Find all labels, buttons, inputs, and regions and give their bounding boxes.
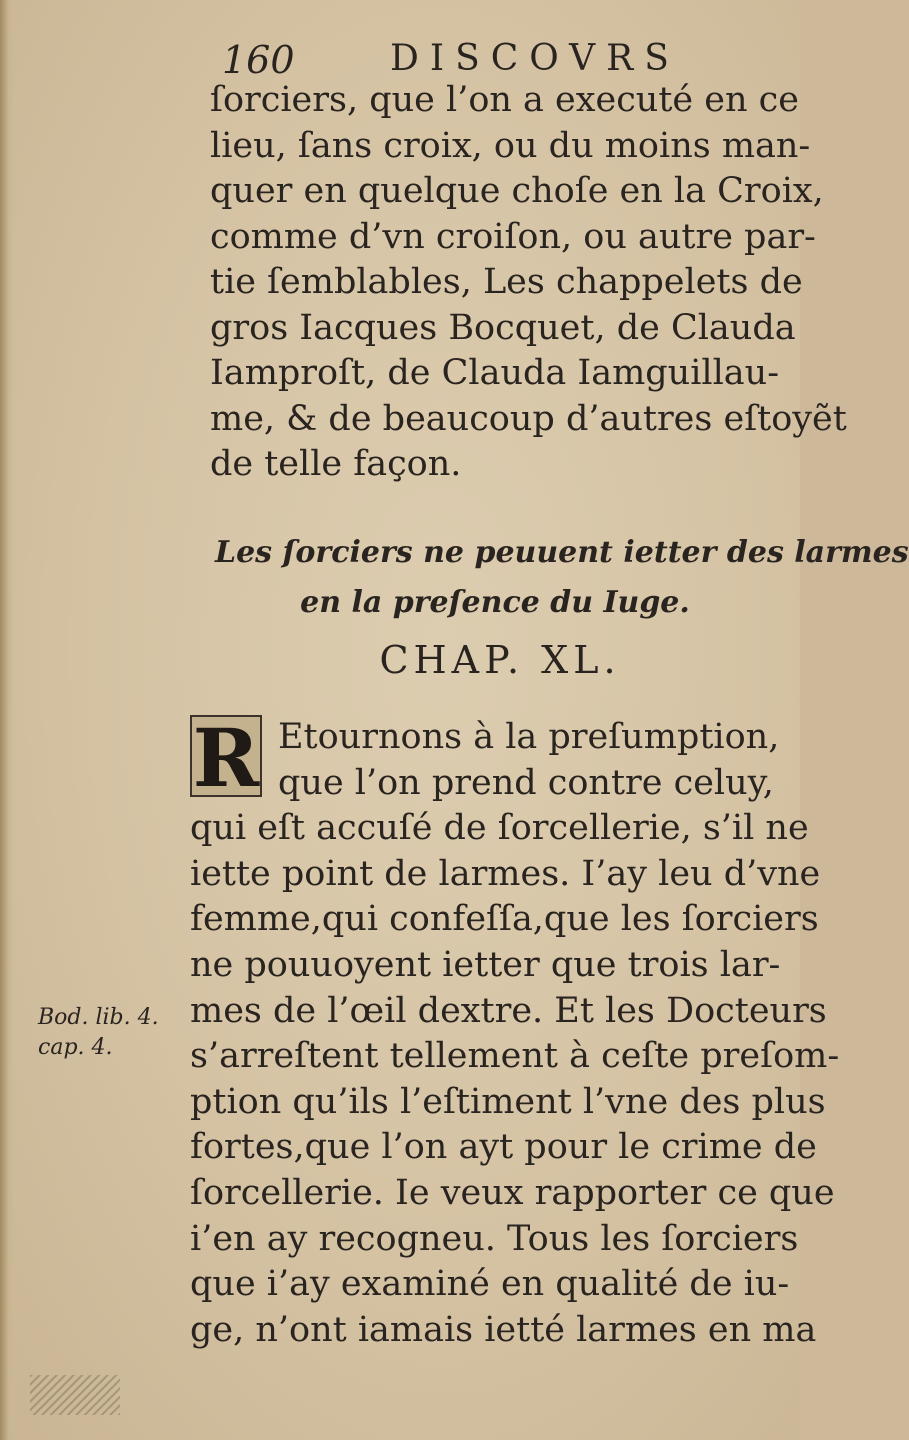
text-line: iette point de larmes. I’ay leu d’vne — [190, 853, 821, 894]
text-line: Iamproſt, de Clauda Iamguillau- — [210, 353, 780, 393]
text-line: ſorciers, que l’on a executé en ce — [210, 80, 799, 120]
text-line: quer en quelque choſe en la Croix, — [210, 171, 824, 211]
margin-note-line: cap. 4. — [38, 1035, 113, 1060]
chapter-title-line: Les ſorciers ne peuuent ietter des larmes — [215, 535, 909, 570]
text-line: ption qu’ils l’eſtiment l’vne des plus — [190, 1081, 826, 1122]
text-line: femme,qui confeſſa,que les ſorciers — [190, 899, 819, 940]
text-line: Etournons à la preſumption, — [278, 717, 780, 757]
ink-smudge — [30, 1375, 120, 1415]
text-line: comme d’vn croiſon, ou autre par- — [210, 216, 816, 257]
text-line: i’en ay recogneu. Tous les ſorciers — [190, 1218, 799, 1259]
text-line: tie ſemblables, Les chappelets de — [210, 262, 803, 302]
margin-note-line: Bod. lib. 4. — [38, 1005, 159, 1030]
chapter-title-line: en la preſence du Iuge. — [300, 585, 690, 620]
text-line: que i’ay examiné en qualité de iu- — [190, 1264, 790, 1305]
page-binding-edge — [0, 0, 14, 1440]
text-line: lieu, ſans croix, ou du moins man- — [210, 125, 811, 166]
text-line: fortes,que l’on ayt pour le crime de — [190, 1127, 817, 1168]
chapter-paragraph — [190, 715, 840, 1353]
text-line: mes de l’œil dextre. Et les Docteurs — [190, 990, 827, 1031]
text-line: ne pouuoyent ietter que trois lar- — [190, 944, 781, 985]
drop-cap: R — [190, 715, 262, 797]
page-number: 160 — [222, 38, 295, 82]
text-line: me, & de beaucoup d’autres eſtoyẽt — [210, 398, 847, 439]
chapter-heading: CHAP. XL. — [379, 638, 621, 682]
text-line: qui eſt accuſé de ſorcellerie, s’il ne — [190, 808, 809, 849]
running-head: DISCOVRS — [390, 38, 680, 79]
text-line: s’arreſtent tellement à ceſte preſom- — [190, 1036, 840, 1077]
text-line: ge, n’ont iamais ietté larmes en ma — [190, 1309, 817, 1350]
text-line: que l’on prend contre celuy, — [278, 762, 774, 803]
text-line: de telle façon. — [210, 444, 462, 484]
text-line: ſorcellerie. Ie veux rapporter ce que — [190, 1172, 835, 1213]
body-paragraph — [210, 78, 847, 488]
chapter-title — [215, 528, 909, 628]
text-line: gros Iacques Bocquet, de Clauda — [210, 307, 796, 348]
margin-note — [38, 1003, 178, 1063]
